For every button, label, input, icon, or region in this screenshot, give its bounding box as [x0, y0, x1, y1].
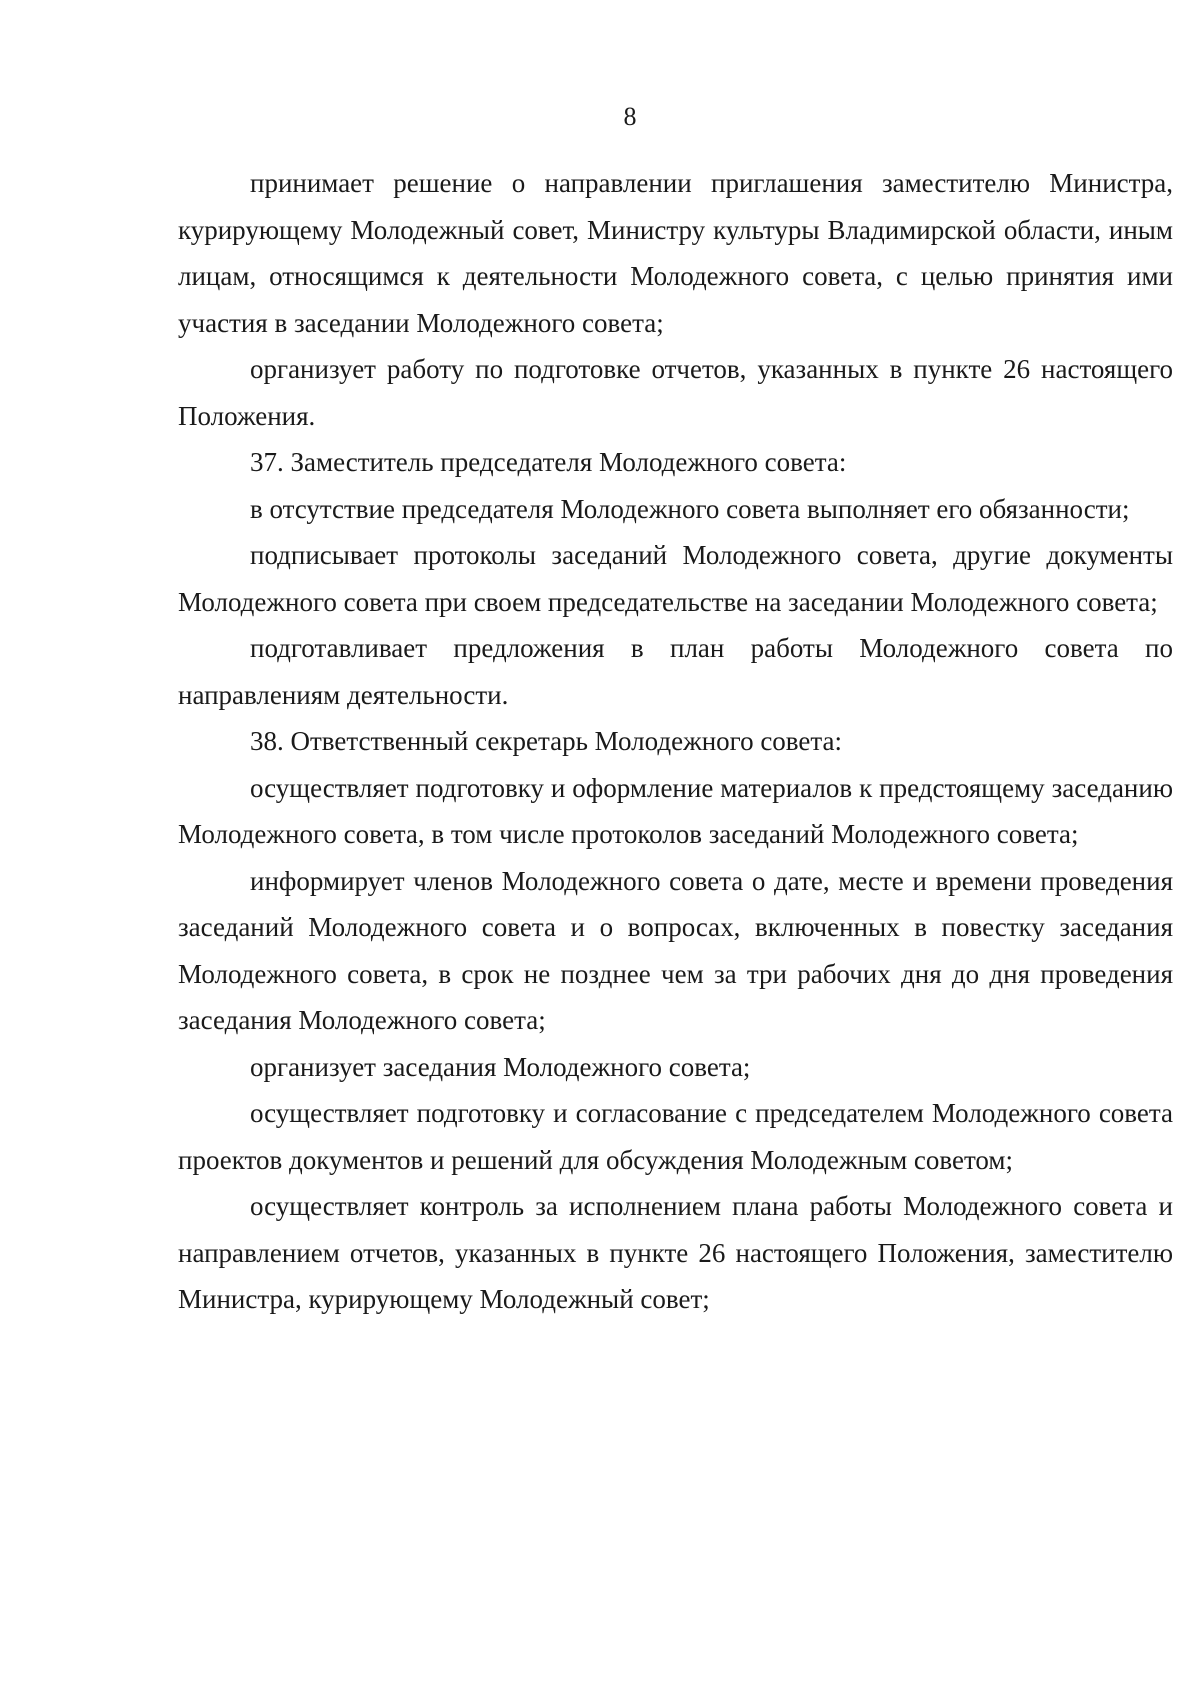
paragraph: осуществляет подготовку и согласование с председателем Молодежного совета проектов документов и решений для обсуждения Молодежным советом; — [178, 1098, 1173, 1175]
paragraph: организует работу по подготовке отчетов, указанных в пункте 26 настоящего Положения. — [178, 354, 1173, 431]
paragraph: принимает решение о направлении приглашения заместителю Министра, курирующему Молодежный совет, Министру культуры Владимирской области, иным лицам, относящимся к деятельности Молодежного совета, с целью принятия ими участия в заседании Молодежного совета; — [178, 168, 1173, 338]
paragraph: осуществляет контроль за исполнением плана работы Молодежного совета и направлением отчетов, указанных в пункте 26 настоящего Положения, заместителю Министра, курирующему Молодежный совет; — [178, 1191, 1173, 1314]
paragraph: информирует членов Молодежного совета о дате, месте и времени проведения заседаний Молодежного совета и о вопросах, включенных в повестку заседания Молодежного совета, в срок не позднее чем за три рабочих дня до дня проведения заседания Молодежного совета; — [178, 865, 1173, 1035]
paragraph: подготавливает предложения в план работы Молодежного совета по направлениям деятельности. — [178, 633, 1173, 710]
paragraph: организует заседания Молодежного совета; — [250, 1051, 751, 1082]
paragraph: подписывает протоколы заседаний Молодежного совета, другие документы Молодежного совета при своем председательстве на заседании Молодежного совета; — [178, 540, 1173, 617]
page-number: 8 — [623, 102, 637, 131]
paragraph: в отсутствие председателя Молодежного совета выполняет его обязанности; — [250, 493, 1130, 524]
paragraph: осуществляет подготовку и оформление материалов к предстоящему заседанию Молодежного совета, в том числе протоколов заседаний Молодежного совета; — [178, 772, 1173, 849]
section-heading-37: 37. Заместитель председателя Молодежного совета: — [250, 447, 847, 477]
section-heading-38: 38. Ответственный секретарь Молодежного совета: — [250, 726, 842, 756]
document-body — [178, 160, 1173, 1323]
